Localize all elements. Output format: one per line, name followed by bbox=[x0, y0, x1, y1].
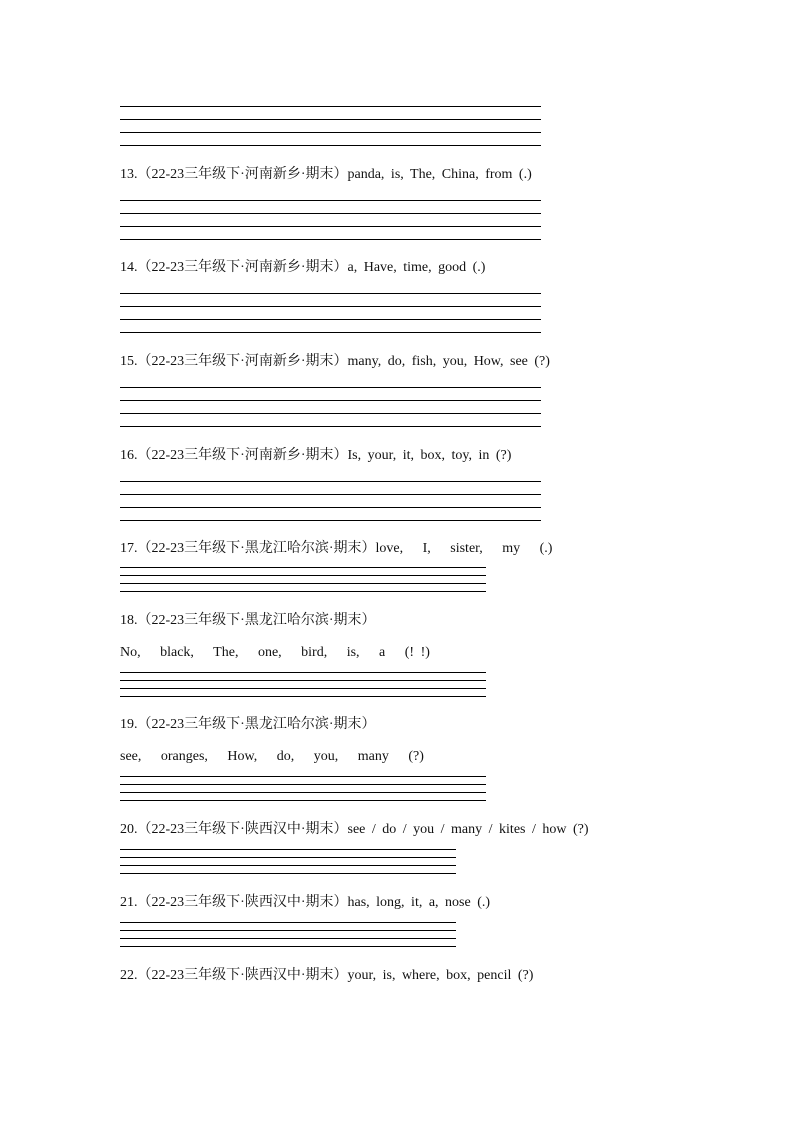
question-number: 22. bbox=[120, 968, 138, 983]
answer-line bbox=[120, 106, 541, 107]
answer-line bbox=[120, 865, 456, 866]
answer-line bbox=[120, 132, 541, 133]
answer-lines-q12 bbox=[120, 106, 541, 146]
answer-line bbox=[120, 213, 541, 214]
answer-line bbox=[120, 494, 541, 495]
answer-line bbox=[120, 696, 486, 697]
answer-lines-q15 bbox=[120, 387, 541, 427]
answer-line bbox=[120, 119, 541, 120]
question-source: （22-23三年级下·黑龙江哈尔滨·期末） bbox=[137, 613, 376, 628]
answer-lines-q18 bbox=[120, 672, 486, 697]
question-number: 17. bbox=[120, 541, 138, 556]
question-20 bbox=[120, 821, 589, 839]
question-source: （22-23三年级下·河南新乡·期末） bbox=[137, 448, 348, 463]
question-13 bbox=[120, 166, 532, 184]
question-number: 13. bbox=[120, 167, 138, 182]
answer-line bbox=[120, 857, 456, 858]
answer-line bbox=[120, 226, 541, 227]
answer-lines-q20 bbox=[120, 849, 456, 874]
question-22 bbox=[120, 967, 533, 985]
question-number: 20. bbox=[120, 822, 138, 837]
answer-line bbox=[120, 332, 541, 333]
answer-lines-q13 bbox=[120, 200, 541, 240]
question-words: a, Have, time, good (.) bbox=[347, 260, 486, 275]
answer-line bbox=[120, 946, 456, 947]
answer-line bbox=[120, 306, 541, 307]
question-words: see / do / you / many / kites / how (?) bbox=[347, 822, 589, 837]
answer-line bbox=[120, 575, 486, 576]
question-17 bbox=[120, 540, 552, 558]
question-number: 21. bbox=[120, 895, 138, 910]
question-15 bbox=[120, 353, 550, 371]
question-words: love, I, sister, my (.) bbox=[375, 541, 553, 556]
answer-line bbox=[120, 239, 541, 240]
question-words: many, do, fish, you, How, see (?) bbox=[347, 354, 550, 369]
answer-line bbox=[120, 800, 486, 801]
question-words: has, long, it, a, nose (.) bbox=[347, 895, 491, 910]
answer-lines-q16 bbox=[120, 481, 541, 521]
question-14 bbox=[120, 259, 485, 277]
question-source: （22-23三年级下·陕西汉中·期末） bbox=[137, 895, 348, 910]
answer-line bbox=[120, 873, 456, 874]
answer-line bbox=[120, 688, 486, 689]
answer-line bbox=[120, 849, 456, 850]
question-19 bbox=[120, 716, 376, 734]
answer-line bbox=[120, 200, 541, 201]
answer-line bbox=[120, 413, 541, 414]
answer-lines-q21 bbox=[120, 922, 456, 947]
question-source: （22-23三年级下·河南新乡·期末） bbox=[137, 167, 348, 182]
question-18 bbox=[120, 612, 376, 630]
question-number: 19. bbox=[120, 717, 138, 732]
answer-line bbox=[120, 426, 541, 427]
answer-line bbox=[120, 672, 486, 673]
question-number: 16. bbox=[120, 448, 138, 463]
answer-line bbox=[120, 930, 456, 931]
answer-line bbox=[120, 145, 541, 146]
answer-line bbox=[120, 591, 486, 592]
answer-line bbox=[120, 400, 541, 401]
answer-line bbox=[120, 792, 486, 793]
question-source: （22-23三年级下·陕西汉中·期末） bbox=[137, 822, 348, 837]
question-16 bbox=[120, 447, 511, 465]
answer-line bbox=[120, 319, 541, 320]
answer-line bbox=[120, 922, 456, 923]
answer-line bbox=[120, 776, 486, 777]
question-source: （22-23三年级下·陕西汉中·期末） bbox=[137, 968, 348, 983]
answer-line bbox=[120, 784, 486, 785]
question-number: 18. bbox=[120, 613, 138, 628]
answer-lines-q14 bbox=[120, 293, 541, 333]
answer-line bbox=[120, 520, 541, 521]
answer-line bbox=[120, 481, 541, 482]
answer-lines-q17 bbox=[120, 567, 486, 592]
question-source: （22-23三年级下·黑龙江哈尔滨·期末） bbox=[137, 541, 376, 556]
question-19-words: see, oranges, How, do, you, many (?) bbox=[120, 749, 424, 764]
question-source: （22-23三年级下·黑龙江哈尔滨·期末） bbox=[137, 717, 376, 732]
question-source: （22-23三年级下·河南新乡·期末） bbox=[137, 354, 348, 369]
answer-line bbox=[120, 680, 486, 681]
answer-line bbox=[120, 583, 486, 584]
answer-lines-q19 bbox=[120, 776, 486, 801]
question-source: （22-23三年级下·河南新乡·期末） bbox=[137, 260, 348, 275]
question-21 bbox=[120, 894, 490, 912]
question-number: 14. bbox=[120, 260, 138, 275]
question-words: Is, your, it, box, toy, in (?) bbox=[347, 448, 512, 463]
question-words: your, is, where, box, pencil (?) bbox=[347, 968, 534, 983]
answer-line bbox=[120, 387, 541, 388]
answer-line bbox=[120, 293, 541, 294]
answer-line bbox=[120, 938, 456, 939]
question-18-words: No, black, The, one, bird, is, a (! !) bbox=[120, 645, 430, 660]
answer-line bbox=[120, 567, 486, 568]
question-words: panda, is, The, China, from (.) bbox=[347, 167, 532, 182]
question-number: 15. bbox=[120, 354, 138, 369]
answer-line bbox=[120, 507, 541, 508]
